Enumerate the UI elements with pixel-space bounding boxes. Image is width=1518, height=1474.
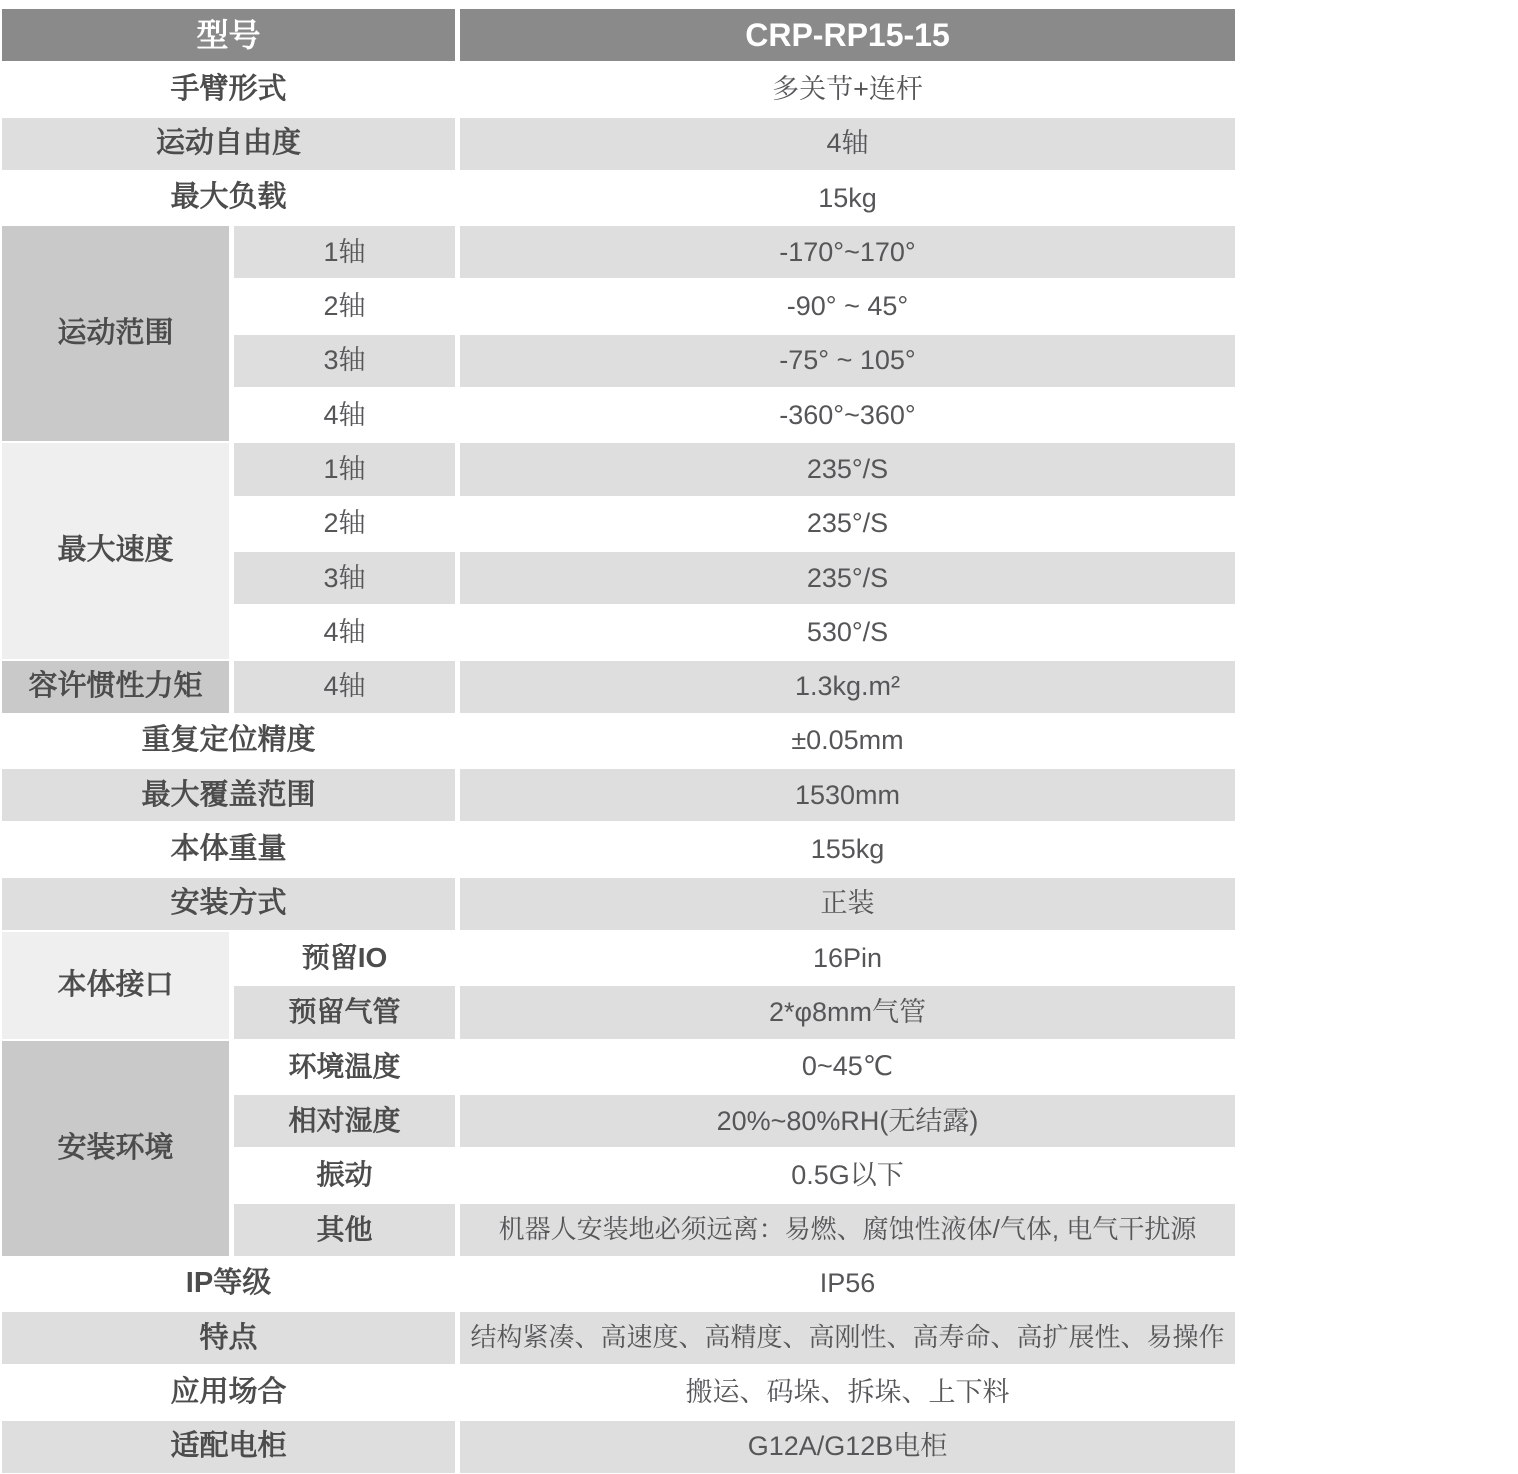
motion-range-axis3-label: 3轴 [234, 335, 455, 387]
motion-range-axis1-label: 1轴 [234, 226, 455, 278]
max-speed-axis3-label: 3轴 [234, 552, 455, 604]
reserved-air-value: 2*φ8mm气管 [460, 986, 1235, 1038]
ambient-temp-value: 0~45℃ [801, 1051, 894, 1082]
motion-range-axis1-value: -170°~170° [460, 226, 1235, 278]
other-env-label: 其他 [234, 1204, 455, 1256]
other-env-value: 机器人安装地必须远离：易燃、腐蚀性液体/气体, 电气干扰源 [460, 1204, 1235, 1256]
repeatability-label: 重复定位精度 [141, 724, 316, 757]
vibration-value: 0.5G以下 [791, 1159, 904, 1190]
max-speed-axis2-value: 235°/S [806, 508, 889, 539]
arm-type-value: 多关节+连杆 [772, 73, 923, 104]
max-speed-axis4-value: 530°/S [806, 616, 889, 647]
body-weight-value: 155kg [810, 834, 885, 865]
max-reach-label: 最大覆盖范围 [2, 769, 455, 821]
inertia-section-label: 容许惯性力矩 [2, 661, 229, 713]
body-interface-section-label: 本体接口 [2, 932, 229, 1039]
inertia-axis-label: 4轴 [234, 661, 455, 713]
motion-range-axis4-value: -360°~360° [779, 399, 916, 430]
max-speed-axis2-label: 2轴 [323, 508, 366, 539]
body-weight-label: 本体重量 [170, 832, 287, 865]
humidity-value: 20%~80%RH(无结露) [460, 1095, 1235, 1147]
max-speed-section-label: 最大速度 [2, 443, 229, 658]
humidity-label: 相对湿度 [234, 1095, 455, 1147]
repeatability-value: ±0.05mm [791, 725, 904, 756]
mounting-label: 安装方式 [2, 878, 455, 930]
applications-label: 应用场合 [170, 1375, 287, 1408]
motion-range-axis3-value: -75° ~ 105° [460, 335, 1235, 387]
features-value: 结构紧凑、高速度、高精度、高刚性、高寿命、高扩展性、易操作 [460, 1312, 1235, 1364]
max-reach-value: 1530mm [460, 769, 1235, 821]
inertia-value: 1.3kg.m² [460, 661, 1235, 713]
environment-section-label: 安装环境 [2, 1041, 229, 1256]
mounting-value: 正装 [460, 878, 1235, 930]
max-payload-label: 最大负载 [170, 181, 287, 214]
dof-label: 运动自由度 [2, 118, 455, 170]
cabinet-value: G12A/G12B电柜 [460, 1421, 1235, 1473]
model-header-label: 型号 [2, 9, 455, 61]
motion-range-axis2-value: -90° ~ 45° [786, 291, 909, 322]
reserved-io-label: 预留IO [301, 942, 388, 974]
max-speed-axis4-label: 4轴 [323, 616, 366, 647]
ip-rating-label: IP等级 [185, 1267, 272, 1300]
ambient-temp-label: 环境温度 [288, 1050, 401, 1082]
reserved-io-value: 16Pin [812, 942, 883, 973]
cabinet-label: 适配电柜 [2, 1421, 455, 1473]
vibration-label: 振动 [316, 1159, 373, 1191]
motion-range-axis4-label: 4轴 [323, 399, 366, 430]
reserved-air-label: 预留气管 [234, 986, 455, 1038]
max-speed-axis1-value: 235°/S [460, 443, 1235, 495]
model-header-value: CRP-RP15-15 [460, 9, 1235, 61]
motion-range-section-label: 运动范围 [2, 226, 229, 441]
arm-type-label: 手臂形式 [170, 72, 287, 105]
applications-value: 搬运、码垛、拆垛、上下料 [685, 1377, 1010, 1408]
max-speed-axis1-label: 1轴 [234, 443, 455, 495]
ip-rating-value: IP56 [819, 1268, 876, 1299]
motion-range-axis2-label: 2轴 [323, 291, 366, 322]
dof-value: 4轴 [460, 118, 1235, 170]
features-label: 特点 [2, 1312, 455, 1364]
robot-spec-table [2, 9, 1235, 1473]
max-payload-value: 15kg [818, 182, 877, 213]
max-speed-axis3-value: 235°/S [460, 552, 1235, 604]
